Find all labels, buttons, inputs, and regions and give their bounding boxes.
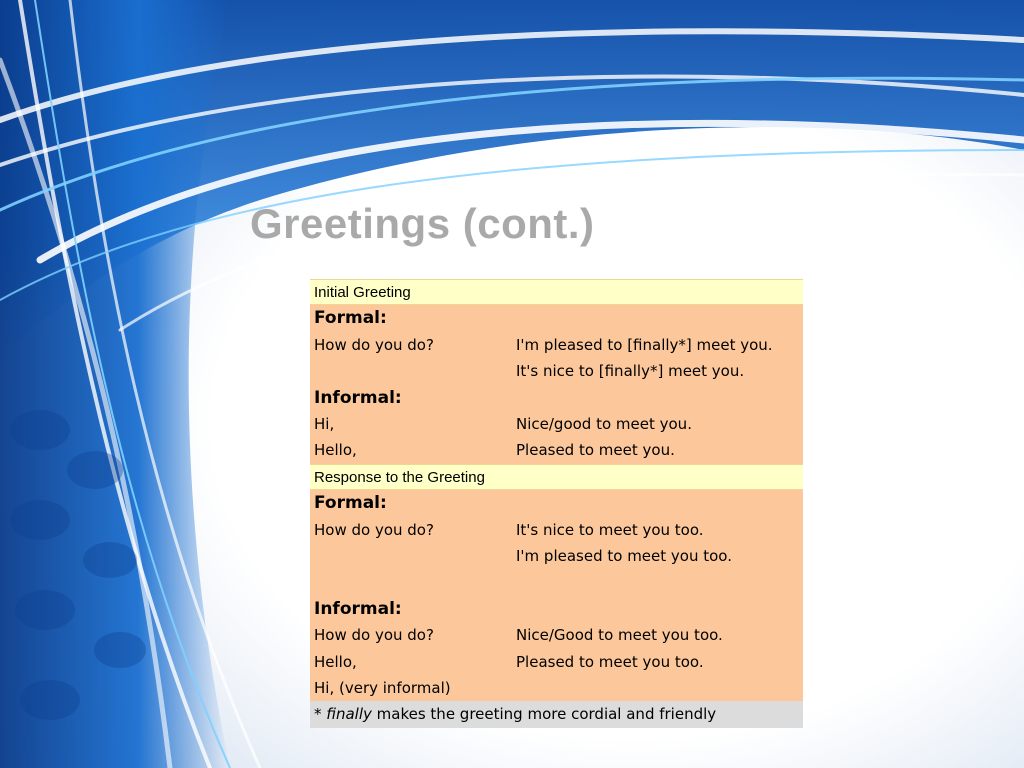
informal-label: Informal: xyxy=(314,598,402,619)
reply-cell: I'm pleased to meet you too. xyxy=(516,546,732,565)
section-header-label: Response to the Greeting xyxy=(314,468,485,486)
greeting-cell: How do you do? xyxy=(314,335,434,354)
formal-label: Formal: xyxy=(314,493,387,514)
table-row xyxy=(310,411,803,437)
footnote xyxy=(314,705,716,723)
formal-label-row xyxy=(310,305,803,331)
footnote-star: * xyxy=(314,705,327,724)
greeting-cell: Hi, (very informal) xyxy=(314,679,451,698)
greeting-cell: Hi, xyxy=(314,414,335,433)
section-header-response xyxy=(310,464,803,490)
reply-cell: Nice/Good to meet you too. xyxy=(516,626,723,645)
section-header-label: Initial Greeting xyxy=(314,284,411,301)
reply-cell: I'm pleased to [finally*] meet you. xyxy=(516,335,773,354)
reply-cell: Pleased to meet you too. xyxy=(516,652,704,671)
footnote-row xyxy=(310,701,803,727)
section-header-initial xyxy=(310,279,803,305)
informal-label: Informal: xyxy=(314,387,402,408)
informal-label-row xyxy=(310,385,803,411)
slide-title: Greetings (cont.) xyxy=(250,200,595,247)
table-row xyxy=(310,332,803,358)
table-row xyxy=(310,437,803,463)
table-row xyxy=(310,517,803,543)
greeting-cell: How do you do? xyxy=(314,626,434,645)
footnote-text: makes the greeting more cordial and friendly xyxy=(371,705,717,724)
greeting-cell: Hello, xyxy=(314,652,357,671)
formal-label-row xyxy=(310,490,803,516)
reply-cell: It's nice to [finally*] meet you. xyxy=(516,362,745,381)
reply-cell: Nice/good to meet you. xyxy=(516,414,692,433)
table-row xyxy=(310,675,803,701)
informal-label-row xyxy=(310,596,803,622)
table-row xyxy=(310,649,803,675)
table-row xyxy=(310,543,803,596)
greeting-cell: How do you do? xyxy=(314,520,434,539)
table-row xyxy=(310,622,803,648)
greeting-cell: Hello, xyxy=(314,441,357,460)
formal-label: Formal: xyxy=(314,308,387,329)
reply-cell: Pleased to meet you. xyxy=(516,441,675,460)
table-row xyxy=(310,358,803,384)
reply-cell: It's nice to meet you too. xyxy=(516,520,704,539)
greetings-table xyxy=(310,279,803,728)
footnote-emphasis: finally xyxy=(326,705,372,724)
